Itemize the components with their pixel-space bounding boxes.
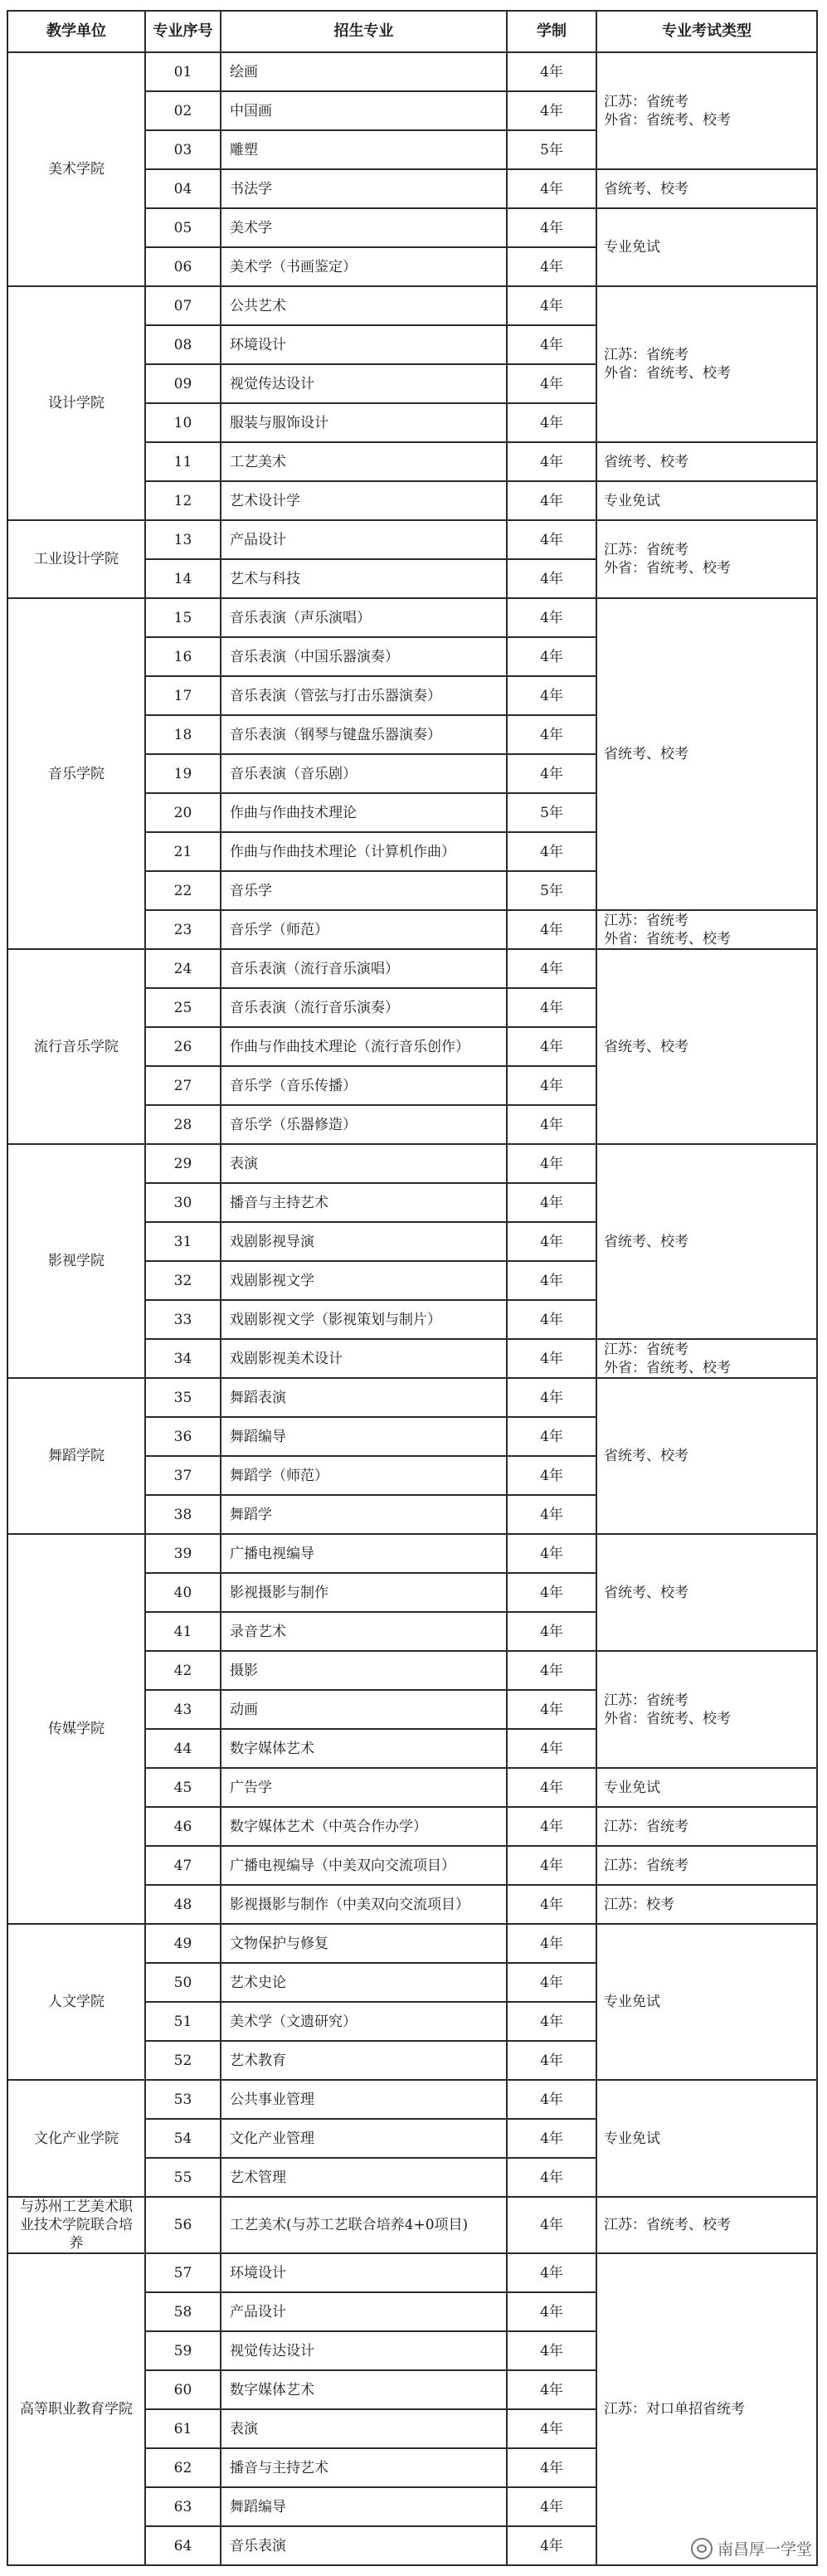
major-seq-cell: 57 — [145, 2253, 221, 2292]
major-name-cell: 产品设计 — [221, 2292, 507, 2331]
watermark-text: 南昌厚一学堂 — [717, 2540, 812, 2559]
duration-cell: 4年 — [507, 988, 596, 1027]
duration-cell: 4年 — [507, 520, 596, 559]
duration-cell: 4年 — [507, 754, 596, 793]
table-row — [7, 52, 817, 91]
duration-cell: 4年 — [507, 169, 596, 208]
major-seq-cell: 46 — [145, 1807, 221, 1846]
duration-cell: 4年 — [507, 2526, 596, 2565]
major-name-cell: 摄影 — [221, 1651, 507, 1690]
duration-cell: 4年 — [507, 2080, 596, 2119]
major-seq-cell: 56 — [145, 2197, 221, 2253]
exam-type-cell — [596, 1651, 817, 1768]
major-seq-cell: 32 — [145, 1261, 221, 1300]
exam-type-cell: 省统考、校考 — [596, 1144, 817, 1339]
duration-cell: 4年 — [507, 2119, 596, 2158]
major-name-cell: 音乐学（师范） — [221, 910, 507, 949]
major-seq-cell: 18 — [145, 715, 221, 754]
exam-type-line: 外省：省统考、校考 — [604, 1359, 731, 1376]
duration-cell: 4年 — [507, 481, 596, 520]
major-name-cell: 作曲与作曲技术理论 — [221, 793, 507, 832]
duration-cell: 4年 — [507, 208, 596, 247]
major-name-cell: 舞蹈表演 — [221, 1378, 507, 1417]
major-name-cell: 音乐表演（流行音乐演奏） — [221, 988, 507, 1027]
major-seq-cell: 43 — [145, 1690, 221, 1729]
major-seq-cell: 63 — [145, 2487, 221, 2526]
major-name-cell: 作曲与作曲技术理论（流行音乐创作） — [221, 1027, 507, 1066]
table-header-row — [7, 11, 817, 52]
major-name-cell: 艺术与科技 — [221, 559, 507, 598]
exam-type-cell — [596, 520, 817, 598]
major-seq-cell: 13 — [145, 520, 221, 559]
teaching-unit-cell: 文化产业学院 — [7, 2080, 145, 2197]
duration-cell: 4年 — [507, 1846, 596, 1885]
duration-cell: 4年 — [507, 1963, 596, 2002]
major-seq-cell: 50 — [145, 1963, 221, 2002]
exam-type-cell: 专业免试 — [596, 481, 817, 520]
exam-type-cell — [596, 286, 817, 442]
duration-cell: 4年 — [507, 1651, 596, 1690]
duration-cell: 4年 — [507, 1183, 596, 1222]
exam-type-cell: 江苏：省统考 — [596, 1846, 817, 1885]
exam-type-cell — [596, 1339, 817, 1378]
exam-type-line: 江苏：省统考 — [604, 1692, 688, 1709]
duration-cell: 4年 — [507, 2331, 596, 2370]
teaching-unit-cell: 设计学院 — [7, 286, 145, 520]
duration-cell: 4年 — [507, 91, 596, 130]
major-seq-cell: 54 — [145, 2119, 221, 2158]
exam-type-line: 外省：省统考、校考 — [604, 111, 731, 129]
major-name-cell: 影视摄影与制作（中美双向交流项目） — [221, 1885, 507, 1924]
major-name-cell: 美术学 — [221, 208, 507, 247]
duration-cell: 4年 — [507, 1066, 596, 1105]
duration-cell: 4年 — [507, 1768, 596, 1807]
header-years: 学制 — [507, 11, 596, 52]
table-row — [7, 2197, 817, 2253]
teaching-unit-cell: 影视学院 — [7, 1144, 145, 1378]
major-seq-cell: 29 — [145, 1144, 221, 1183]
duration-cell: 4年 — [507, 559, 596, 598]
table-row — [7, 1378, 817, 1417]
table-row — [7, 949, 817, 988]
duration-cell: 4年 — [507, 1612, 596, 1651]
header-exam: 专业考试类型 — [596, 11, 817, 52]
major-seq-cell: 30 — [145, 1183, 221, 1222]
duration-cell: 4年 — [507, 403, 596, 442]
major-seq-cell: 51 — [145, 2002, 221, 2041]
teaching-unit-cell: 高等职业教育学院 — [7, 2253, 145, 2565]
exam-type-cell: 专业免试 — [596, 1768, 817, 1807]
major-name-cell: 戏剧影视文学（影视策划与制片） — [221, 1300, 507, 1339]
major-name-cell: 艺术设计学 — [221, 481, 507, 520]
major-name-cell: 广播电视编导 — [221, 1534, 507, 1573]
exam-type-cell — [596, 910, 817, 949]
major-name-cell: 影视摄影与制作 — [221, 1573, 507, 1612]
duration-cell: 4年 — [507, 1456, 596, 1495]
duration-cell: 4年 — [507, 2041, 596, 2080]
major-seq-cell: 55 — [145, 2158, 221, 2197]
wechat-icon — [691, 2538, 713, 2559]
major-name-cell: 产品设计 — [221, 520, 507, 559]
major-seq-cell: 61 — [145, 2409, 221, 2448]
exam-type-line: 江苏：省统考 — [604, 542, 688, 558]
duration-cell: 4年 — [507, 1573, 596, 1612]
major-name-cell: 绘画 — [221, 52, 507, 91]
exam-type-cell: 江苏：省统考、校考 — [596, 2197, 817, 2253]
major-name-cell: 表演 — [221, 1144, 507, 1183]
major-seq-cell: 36 — [145, 1417, 221, 1456]
major-name-cell: 音乐学 — [221, 871, 507, 910]
exam-type-cell: 省统考、校考 — [596, 598, 817, 910]
major-seq-cell: 27 — [145, 1066, 221, 1105]
duration-cell: 4年 — [507, 1417, 596, 1456]
duration-cell: 4年 — [507, 286, 596, 325]
major-name-cell: 音乐表演（钢琴与键盘乐器演奏） — [221, 715, 507, 754]
major-seq-cell: 48 — [145, 1885, 221, 1924]
major-seq-cell: 07 — [145, 286, 221, 325]
exam-type-cell: 专业免试 — [596, 1924, 817, 2080]
major-seq-cell: 10 — [145, 403, 221, 442]
major-name-cell: 作曲与作曲技术理论（计算机作曲） — [221, 832, 507, 871]
major-name-cell: 环境设计 — [221, 2253, 507, 2292]
duration-cell: 4年 — [507, 247, 596, 286]
teaching-unit-cell: 流行音乐学院 — [7, 949, 145, 1144]
major-name-cell: 音乐表演 — [221, 2526, 507, 2565]
major-name-cell: 音乐表演（管弦与打击乐器演奏） — [221, 676, 507, 715]
major-seq-cell: 15 — [145, 598, 221, 637]
major-seq-cell: 08 — [145, 325, 221, 364]
duration-cell: 4年 — [507, 2409, 596, 2448]
major-seq-cell: 05 — [145, 208, 221, 247]
major-seq-cell: 21 — [145, 832, 221, 871]
exam-type-cell: 省统考、校考 — [596, 442, 817, 481]
major-seq-cell: 64 — [145, 2526, 221, 2565]
major-seq-cell: 04 — [145, 169, 221, 208]
major-seq-cell: 25 — [145, 988, 221, 1027]
exam-type-cell: 省统考、校考 — [596, 1534, 817, 1651]
major-name-cell: 服装与服饰设计 — [221, 403, 507, 442]
major-name-cell: 音乐表演（声乐演唱） — [221, 598, 507, 637]
major-name-cell: 美术学（文遗研究） — [221, 2002, 507, 2041]
major-seq-cell: 37 — [145, 1456, 221, 1495]
major-seq-cell: 44 — [145, 1729, 221, 1768]
duration-cell: 4年 — [507, 676, 596, 715]
teaching-unit-cell: 工业设计学院 — [7, 520, 145, 598]
exam-type-cell: 省统考、校考 — [596, 1378, 817, 1534]
major-seq-cell: 06 — [145, 247, 221, 286]
major-name-cell: 数字媒体艺术 — [221, 1729, 507, 1768]
duration-cell: 4年 — [507, 910, 596, 949]
table-row — [7, 1534, 817, 1573]
duration-cell: 4年 — [507, 949, 596, 988]
exam-type-line: 江苏：省统考 — [604, 912, 688, 929]
exam-type-cell: 江苏：校考 — [596, 1885, 817, 1924]
major-name-cell: 舞蹈学 — [221, 1495, 507, 1534]
major-name-cell: 中国画 — [221, 91, 507, 130]
duration-cell: 4年 — [507, 2253, 596, 2292]
major-seq-cell: 14 — [145, 559, 221, 598]
duration-cell: 4年 — [507, 1339, 596, 1378]
duration-cell: 4年 — [507, 364, 596, 403]
major-seq-cell: 39 — [145, 1534, 221, 1573]
duration-cell: 4年 — [507, 442, 596, 481]
exam-type-line: 江苏：省统考 — [604, 1341, 688, 1358]
header-seq: 专业序号 — [145, 11, 221, 52]
major-seq-cell: 01 — [145, 52, 221, 91]
duration-cell: 4年 — [507, 1378, 596, 1417]
exam-type-line: 江苏：省统考 — [604, 347, 688, 363]
duration-cell: 4年 — [507, 1807, 596, 1846]
teaching-unit-cell: 音乐学院 — [7, 598, 145, 949]
major-seq-cell: 03 — [145, 130, 221, 169]
major-seq-cell: 09 — [145, 364, 221, 403]
duration-cell: 4年 — [507, 1144, 596, 1183]
major-name-cell: 播音与主持艺术 — [221, 2448, 507, 2487]
major-name-cell: 工艺美术(与苏工艺联合培养4+0项目) — [221, 2197, 507, 2253]
major-seq-cell: 34 — [145, 1339, 221, 1378]
major-seq-cell: 11 — [145, 442, 221, 481]
major-name-cell: 戏剧影视文学 — [221, 1261, 507, 1300]
major-name-cell: 音乐表演（音乐剧） — [221, 754, 507, 793]
major-seq-cell: 40 — [145, 1573, 221, 1612]
duration-cell: 4年 — [507, 2370, 596, 2409]
table-row — [7, 2080, 817, 2119]
table-row — [7, 598, 817, 637]
major-name-cell: 广播电视编导（中美双向交流项目） — [221, 1846, 507, 1885]
duration-cell: 5年 — [507, 130, 596, 169]
major-seq-cell: 31 — [145, 1222, 221, 1261]
major-seq-cell: 19 — [145, 754, 221, 793]
major-name-cell: 文物保护与修复 — [221, 1924, 507, 1963]
exam-type-cell: 江苏：对口单招省统考 — [596, 2253, 817, 2565]
teaching-unit-cell: 人文学院 — [7, 1924, 145, 2080]
major-seq-cell: 52 — [145, 2041, 221, 2080]
admissions-table — [7, 10, 818, 2566]
duration-cell: 5年 — [507, 871, 596, 910]
major-seq-cell: 17 — [145, 676, 221, 715]
exam-type-cell: 省统考、校考 — [596, 949, 817, 1144]
major-name-cell: 艺术史论 — [221, 1963, 507, 2002]
duration-cell: 4年 — [507, 2197, 596, 2253]
exam-type-cell: 专业免试 — [596, 2080, 817, 2197]
major-name-cell: 书法学 — [221, 169, 507, 208]
major-name-cell: 视觉传达设计 — [221, 2331, 507, 2370]
major-seq-cell: 22 — [145, 871, 221, 910]
major-seq-cell: 49 — [145, 1924, 221, 1963]
major-seq-cell: 58 — [145, 2292, 221, 2331]
major-name-cell: 广告学 — [221, 1768, 507, 1807]
major-name-cell: 播音与主持艺术 — [221, 1183, 507, 1222]
header-major: 招生专业 — [221, 11, 507, 52]
table-row — [7, 1924, 817, 1963]
teaching-unit-cell: 美术学院 — [7, 52, 145, 286]
table-row — [7, 2253, 817, 2292]
major-name-cell: 舞蹈编导 — [221, 1417, 507, 1456]
major-name-cell: 公共艺术 — [221, 286, 507, 325]
major-seq-cell: 33 — [145, 1300, 221, 1339]
duration-cell: 4年 — [507, 1729, 596, 1768]
exam-type-cell: 专业免试 — [596, 208, 817, 286]
duration-cell: 4年 — [507, 1495, 596, 1534]
major-name-cell: 数字媒体艺术 — [221, 2370, 507, 2409]
major-seq-cell: 60 — [145, 2370, 221, 2409]
major-name-cell: 舞蹈学（师范） — [221, 1456, 507, 1495]
table-row — [7, 520, 817, 559]
header-unit: 教学单位 — [7, 11, 145, 52]
major-seq-cell: 20 — [145, 793, 221, 832]
major-seq-cell: 35 — [145, 1378, 221, 1417]
major-name-cell: 公共事业管理 — [221, 2080, 507, 2119]
watermark — [691, 2537, 812, 2559]
duration-cell: 4年 — [507, 325, 596, 364]
major-seq-cell: 28 — [145, 1105, 221, 1144]
exam-type-line: 外省：省统考、校考 — [604, 1710, 731, 1727]
major-name-cell: 音乐学（音乐传播） — [221, 1066, 507, 1105]
table-row — [7, 1144, 817, 1183]
major-seq-cell: 24 — [145, 949, 221, 988]
major-name-cell: 戏剧影视美术设计 — [221, 1339, 507, 1378]
major-seq-cell: 42 — [145, 1651, 221, 1690]
major-seq-cell: 26 — [145, 1027, 221, 1066]
major-seq-cell: 47 — [145, 1846, 221, 1885]
duration-cell: 4年 — [507, 2448, 596, 2487]
duration-cell: 4年 — [507, 1534, 596, 1573]
major-name-cell: 表演 — [221, 2409, 507, 2448]
duration-cell: 4年 — [507, 1105, 596, 1144]
teaching-unit-cell: 传媒学院 — [7, 1534, 145, 1924]
major-seq-cell: 45 — [145, 1768, 221, 1807]
exam-type-line: 外省：省统考、校考 — [604, 930, 731, 947]
major-name-cell: 动画 — [221, 1690, 507, 1729]
major-name-cell: 视觉传达设计 — [221, 364, 507, 403]
duration-cell: 4年 — [507, 1261, 596, 1300]
major-name-cell: 录音艺术 — [221, 1612, 507, 1651]
major-name-cell: 雕塑 — [221, 130, 507, 169]
major-seq-cell: 41 — [145, 1612, 221, 1651]
major-name-cell: 环境设计 — [221, 325, 507, 364]
duration-cell: 4年 — [507, 2292, 596, 2331]
duration-cell: 4年 — [507, 1924, 596, 1963]
duration-cell: 5年 — [507, 793, 596, 832]
major-name-cell: 戏剧影视导演 — [221, 1222, 507, 1261]
major-name-cell: 文化产业管理 — [221, 2119, 507, 2158]
major-seq-cell: 62 — [145, 2448, 221, 2487]
duration-cell: 4年 — [507, 2002, 596, 2041]
exam-type-cell — [596, 52, 817, 169]
major-name-cell: 艺术教育 — [221, 2041, 507, 2080]
major-name-cell: 音乐学（乐器修造） — [221, 1105, 507, 1144]
duration-cell: 4年 — [507, 1690, 596, 1729]
teaching-unit-cell: 舞蹈学院 — [7, 1378, 145, 1534]
duration-cell: 4年 — [507, 1222, 596, 1261]
duration-cell: 4年 — [507, 598, 596, 637]
major-seq-cell: 23 — [145, 910, 221, 949]
major-name-cell: 音乐表演（流行音乐演唱） — [221, 949, 507, 988]
duration-cell: 4年 — [507, 52, 596, 91]
exam-type-line: 江苏：省统考 — [604, 93, 688, 110]
major-name-cell: 舞蹈编导 — [221, 2487, 507, 2526]
major-seq-cell: 12 — [145, 481, 221, 520]
major-seq-cell: 53 — [145, 2080, 221, 2119]
duration-cell: 4年 — [507, 2158, 596, 2197]
duration-cell: 4年 — [507, 832, 596, 871]
major-name-cell: 艺术管理 — [221, 2158, 507, 2197]
duration-cell: 4年 — [507, 2487, 596, 2526]
major-seq-cell: 16 — [145, 637, 221, 676]
duration-cell: 4年 — [507, 1885, 596, 1924]
major-name-cell: 工艺美术 — [221, 442, 507, 481]
teaching-unit-cell: 与苏州工艺美术职业技术学院联合培养 — [7, 2197, 145, 2253]
exam-type-line: 外省：省统考、校考 — [604, 560, 731, 577]
exam-type-cell: 江苏：省统考 — [596, 1807, 817, 1846]
exam-type-cell: 省统考、校考 — [596, 169, 817, 208]
major-seq-cell: 02 — [145, 91, 221, 130]
duration-cell: 4年 — [507, 1300, 596, 1339]
major-name-cell: 音乐表演（中国乐器演奏） — [221, 637, 507, 676]
table-row — [7, 286, 817, 325]
table-body — [7, 52, 817, 2565]
duration-cell: 4年 — [507, 715, 596, 754]
major-name-cell: 数字媒体艺术（中英合作办学） — [221, 1807, 507, 1846]
duration-cell: 4年 — [507, 637, 596, 676]
admissions-table-container — [7, 10, 816, 2566]
exam-type-line: 外省：省统考、校考 — [604, 365, 731, 382]
major-name-cell: 美术学（书画鉴定） — [221, 247, 507, 286]
major-seq-cell: 38 — [145, 1495, 221, 1534]
major-seq-cell: 59 — [145, 2331, 221, 2370]
duration-cell: 4年 — [507, 1027, 596, 1066]
